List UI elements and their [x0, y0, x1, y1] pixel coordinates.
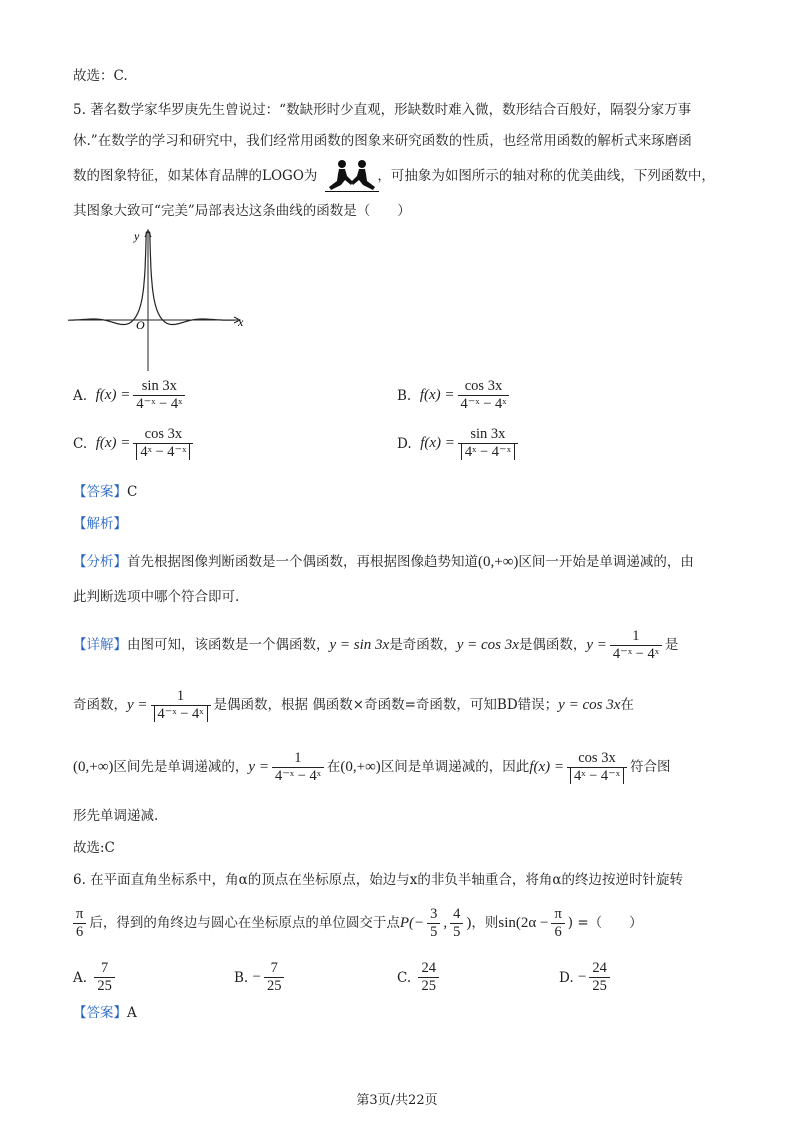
- q5-fenxi-line1: [73, 552, 694, 572]
- fraction: [567, 750, 627, 785]
- answer-value: A: [127, 1005, 137, 1021]
- answer-value: C: [127, 484, 138, 500]
- option-lhs: f(x) =: [95, 387, 131, 403]
- option-fraction: [418, 960, 439, 995]
- option-fraction: [133, 378, 185, 413]
- q5-option-d[interactable]: [397, 426, 521, 461]
- q5-detail-line2: [73, 688, 634, 723]
- fraction-numerator: cos 3x: [578, 750, 616, 766]
- q5-option-a[interactable]: [73, 378, 188, 413]
- fraction-denominator: 25: [264, 977, 285, 995]
- fraction-numerator: 3: [430, 906, 438, 922]
- option-label: D.: [559, 969, 574, 986]
- option-fraction: [264, 960, 285, 995]
- detail-tag: 【详解】: [73, 637, 127, 653]
- fenxi-text1b: 区间一开始是单调递减的，由: [518, 554, 694, 570]
- detail-text: 在: [620, 697, 634, 713]
- fraction-numerator: sin 3x: [470, 426, 506, 442]
- q5-final-answer: 故选:C: [73, 840, 115, 856]
- fraction-denominator: 4⁻ˣ − 4ˣ: [610, 645, 662, 663]
- detail-text: 符合图: [629, 759, 671, 775]
- fraction-denominator: 25: [418, 977, 439, 995]
- fraction-numerator: π: [554, 906, 562, 922]
- fraction-numerator: 1: [632, 628, 640, 644]
- option-label: D.: [397, 435, 412, 452]
- fraction-denominator: 6: [73, 923, 86, 941]
- option-fraction: [133, 426, 193, 461]
- detail-text: 在: [326, 759, 341, 775]
- q5-stem-text3a: 数的图象特征，如某体育品牌的LOGO为: [73, 168, 318, 184]
- q6-text: 后，得到的角终边与圆心在坐标原点的单位圆交于点: [89, 915, 400, 931]
- fenxi-tag: 【分析】: [73, 554, 127, 570]
- page-footer: 第3页/共22页: [356, 1093, 438, 1108]
- q5-answer: [73, 482, 137, 502]
- option-lhs: f(x) =: [419, 387, 455, 403]
- q5-detail-line1: [73, 628, 678, 663]
- q6-answer: [73, 1003, 137, 1023]
- q5-stem-text1: 著名数学家华罗庚先生曾说过：“数缺形时少直观，形缺数时难入微，数形结合百般好，隔裂分家万事: [90, 102, 692, 118]
- point-suffix: ): [466, 915, 472, 931]
- fraction-numerator: 24: [592, 960, 607, 976]
- detail-text: 是偶函数，: [518, 637, 587, 653]
- sin-expr: sin(2α −: [498, 915, 549, 931]
- fraction-numerator: 7: [100, 960, 109, 976]
- option-label: C.: [397, 969, 412, 986]
- q6-option-b[interactable]: [234, 960, 287, 995]
- q5-stem-text3b: ，可抽象为如图所示的轴对称的优美曲线，下列函数中，: [377, 168, 715, 184]
- fenxi-text1a: 首先根据图像判断函数是一个偶函数，再根据图像趋势知道: [127, 554, 478, 570]
- q5-stem-line1: [73, 100, 691, 120]
- q5-analysis-tag: [73, 514, 127, 534]
- q5-stem-line2: 休.”在数学的学习和研究中，我们经常用函数的图象来研究函数的性质，也经常用函数的解析式来琢磨函: [73, 133, 692, 149]
- cos-expr: y = cos 3x: [456, 637, 519, 653]
- q6-line2: $\frac{\pi}{6}$ 后，得到的角终边与圆心在坐标原点的单位圆交于点P(− $\frac{3}{5}$ , $\frac{4}{5}$ )，则sin(2α − $\frac{\pi}{6}$ ) =（ ）: [73, 905, 643, 941]
- fraction: [151, 688, 211, 723]
- pi-over-6: [73, 906, 86, 941]
- pi-over-6: [551, 906, 564, 941]
- brand-logo-image: [323, 158, 381, 192]
- option-sign: −: [577, 969, 587, 985]
- analysis-tag: 【解析】: [73, 516, 127, 532]
- cos-expr: y = cos 3x: [558, 697, 621, 713]
- fraction-denominator: 4⁻ˣ − 4ˣ: [458, 395, 510, 413]
- q5-fenxi-line2: 此判断选项中哪个符合即可.: [73, 589, 240, 605]
- fraction: [272, 750, 324, 785]
- option-lhs: f(x) =: [95, 435, 131, 451]
- fraction-numerator: 1: [294, 750, 302, 766]
- interval-expr: (0,+∞): [340, 759, 381, 775]
- fraction-numerator: 7: [270, 960, 278, 976]
- detail-text: 是: [664, 637, 679, 653]
- fraction-numerator: 24: [421, 960, 436, 976]
- detail-text: 区间是单调递减的，因此: [380, 759, 530, 775]
- option-label: B.: [397, 387, 412, 404]
- f-eq: f(x) =: [529, 759, 564, 775]
- fraction-numerator: cos 3x: [144, 426, 183, 442]
- fraction-denominator: 6: [551, 923, 564, 941]
- q6-text: ，则: [471, 915, 499, 931]
- interval-expr: (0,+∞): [478, 554, 519, 570]
- option-sign: −: [252, 969, 261, 985]
- fraction: [450, 906, 463, 941]
- detail-text: 区间先是单调递减的，: [113, 759, 249, 775]
- fraction-denominator: 4⁻ˣ − 4ˣ: [154, 706, 208, 722]
- fraction-denominator: 4ˣ − 4⁻ˣ: [136, 444, 190, 460]
- q6-option-a[interactable]: [73, 960, 118, 995]
- fraction-numerator: 4: [453, 906, 461, 922]
- function-graph: [68, 226, 258, 376]
- fraction-denominator: 25: [94, 977, 115, 995]
- q6-text: ) =（ ）: [567, 915, 643, 931]
- q5-detail-line3: [73, 750, 670, 785]
- detail-text: 奇函数，: [73, 697, 127, 713]
- q5-detail-line4: 形先单调递减.: [73, 808, 159, 824]
- q6-option-c[interactable]: [397, 960, 442, 995]
- y-axis-label: y: [134, 229, 140, 243]
- answer-tag: 【答案】: [73, 1005, 127, 1021]
- fraction-numerator: cos 3x: [464, 378, 503, 394]
- option-lhs: f(x) =: [420, 435, 455, 451]
- option-fraction: [458, 426, 518, 461]
- y-eq: y =: [248, 759, 269, 775]
- q5-number: 5.: [73, 102, 86, 118]
- fraction-denominator: 4⁻ˣ − 4ˣ: [272, 767, 324, 785]
- detail-text: 是偶函数，根据 偶函数×奇函数=奇函数，可知BD错误；: [213, 697, 559, 713]
- q6-line1: 6. 在平面直角坐标系中，角α的顶点在坐标原点，始边与x的非负半轴重合，将角α的终边按逆时针旋转: [73, 872, 684, 888]
- option-fraction: [94, 960, 115, 995]
- option-label: A.: [73, 387, 88, 404]
- fraction-denominator: 5: [427, 923, 440, 941]
- prev-answer: 故选：C.: [73, 68, 128, 84]
- detail-text: 是奇函数，: [389, 637, 457, 653]
- fraction: [610, 628, 662, 663]
- detail-text: 由图可知，该函数是一个偶函数，: [127, 637, 330, 653]
- fraction-denominator: 4ˣ − 4⁻ˣ: [570, 768, 624, 784]
- option-fraction: [589, 960, 610, 995]
- q5-option-c[interactable]: [73, 426, 196, 461]
- point-prefix: P(−: [399, 915, 425, 931]
- answer-tag: 【答案】: [73, 484, 127, 500]
- option-fraction: [458, 378, 510, 413]
- function-curve: [68, 232, 235, 325]
- fraction-denominator: 5: [450, 923, 463, 941]
- sin-expr: y = sin 3x: [329, 637, 390, 653]
- y-eq: y =: [586, 637, 607, 653]
- fraction-denominator: 25: [589, 977, 610, 995]
- option-label: B.: [234, 969, 249, 986]
- fraction: [427, 906, 440, 941]
- fraction-numerator: π: [76, 906, 84, 922]
- q5-stem-line3: [73, 166, 715, 186]
- fraction-denominator: 4ˣ − 4⁻ˣ: [461, 444, 515, 460]
- option-label: C.: [73, 435, 88, 452]
- interval-expr: (0,+∞): [73, 759, 114, 775]
- fraction-denominator: 4⁻ˣ − 4ˣ: [133, 395, 185, 413]
- q5-option-b[interactable]: [397, 378, 512, 413]
- fraction-numerator: sin 3x: [141, 378, 177, 394]
- option-label: A.: [73, 969, 88, 986]
- fraction-numerator: 1: [176, 688, 185, 704]
- origin-label: O: [136, 318, 145, 332]
- q5-stem-line4: 其图象大致可“完美”局部表达这条曲线的函数是（ ）: [73, 203, 411, 219]
- q6-option-d[interactable]: [559, 960, 613, 995]
- x-axis-label: x: [238, 315, 244, 329]
- y-eq: y =: [127, 697, 148, 713]
